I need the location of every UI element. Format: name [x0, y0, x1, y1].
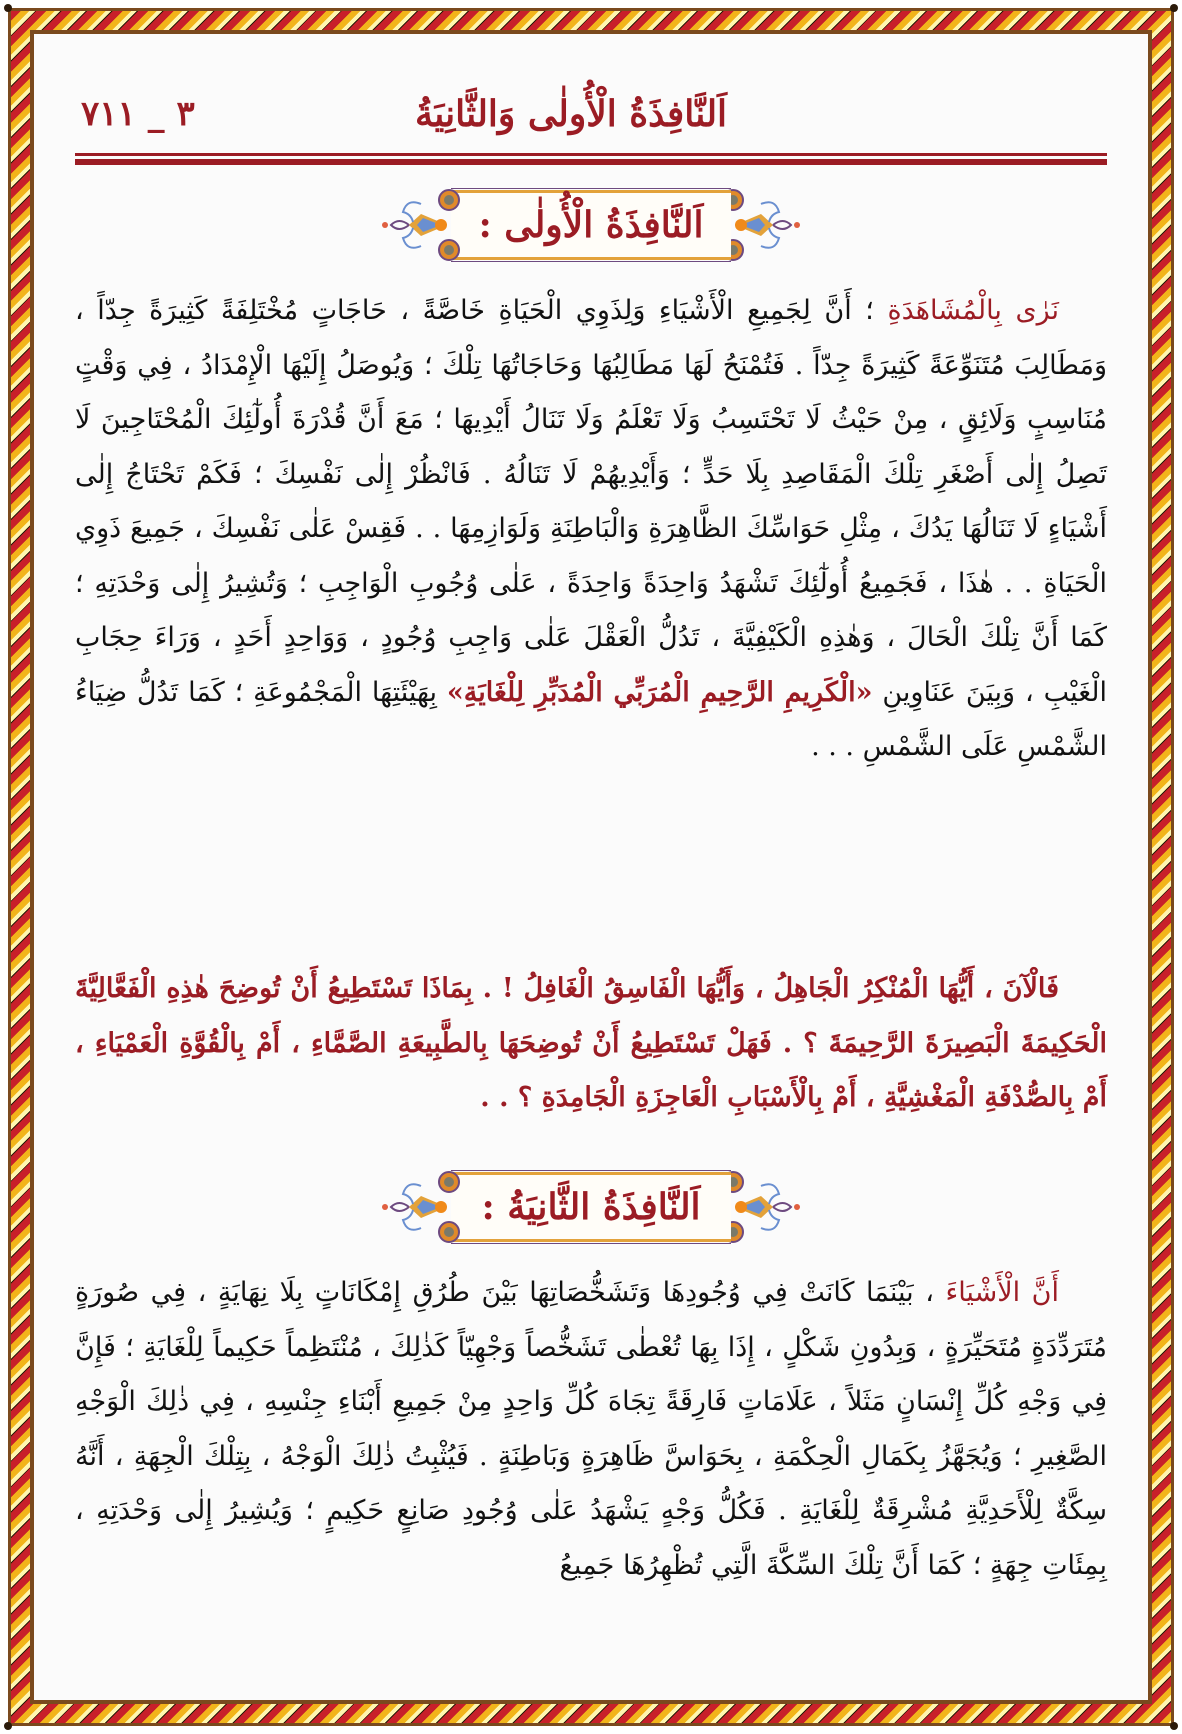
- frame-corner-icon: [4, 4, 12, 12]
- section1-question-paragraph: [75, 962, 1107, 1126]
- paragraph: [75, 1266, 1107, 1593]
- section-title: اَلنَّافِذَةُ الثَّانِيَةُ :: [481, 1186, 701, 1228]
- section-title-cartouche-2: [381, 1168, 801, 1246]
- arabesque-ornament-icon: [721, 1168, 801, 1246]
- section-title-cartouche-1: [381, 186, 801, 264]
- section1-body: [75, 284, 1107, 775]
- frame-corner-icon: [4, 1722, 12, 1730]
- paragraph: فَالْآنَ ، أَيُّهَا الْمُنْكِرُ الْجَاهِلُ ، وَأَيُّهَا الْفَاسِقُ الْغَافِلُ ! . بِمَاذَا تَسْتَطِيعُ أَنْ تُوضِحَ هٰذِهِ الْفَعَّالِيَّةَ الْحَكِيمَةَ الْبَصِيرَةَ الرَّحِيمَةَ ؟ . فَهَلْ تَسْتَطِيعُ أَنْ تُوضِحَهَا بِالطَّبِيعَةِ الصَّمَّاءِ ، أَمْ بِالْقُوَّةِ الْعَمْيَاءِ ، أَمْ بِالصُّدْفَةِ الْمَغْشِيَّةِ ، أَمْ بِالْأَسْبَابِ الْعَاجِزَةِ الْجَامِدَةِ ؟ . .: [75, 973, 1107, 1113]
- frame-corner-icon: [1170, 4, 1178, 12]
- section2-body: [75, 1266, 1107, 1593]
- page-header: [75, 92, 1107, 162]
- arabesque-ornament-icon: [381, 186, 461, 264]
- paragraph: [75, 284, 1107, 775]
- paragraph-text: بِهَيْئَتِهَا الْمَجْمُوعَةِ ؛ كَمَا تَدُلُّ ضِيَاءُ الشَّمْسِ عَلَى الشَّمْسِ . . .: [75, 676, 1107, 762]
- lead-phrase: نَرٰى بِالْمُشَاهَدَةِ: [887, 295, 1059, 326]
- lead-phrase: أَنَّ الْأَشْيَاءَ: [945, 1277, 1059, 1308]
- section-title: اَلنَّافِذَةُ الْأُولٰى :: [478, 204, 704, 246]
- paragraph-text: ، بَيْنَمَا كَانَتْ فِي وُجُودِهَا وَتَشَخُّصَاتِهَا بَيْنَ طُرُقِ إِمْكَانَاتٍ بِلَا نِهَايَةٍ ، فِي صُورَةٍ مُتَرَدِّدَةٍ مُتَحَيِّرَةٍ ، وَبِدُونِ شَكْلٍ ، إِذَا بِهَا تُعْطٰى تَشَخُّصاً وَجْهِيّاً كَذٰلِكَ ، مُنْتَظِماً حَكِيماً لِلْغَايَةِ ؛ فَإِنَّ فِي وَجْهِ كُلِّ إِنْسَانٍ مَثَلاً ، عَلَامَاتٍ فَارِقَةً تِجَاهَ كُلِّ وَاحِدٍ مِنْ جَمِيعِ أَبْنَاءِ جِنْسِهِ ، فِي ذٰلِكَ الْوَجْهِ الصَّغِيرِ ؛ وَيُجَهَّزُ بِكَمَالِ الْحِكْمَةِ ، بِحَوَاسَّ ظَاهِرَةٍ وَبَاطِنَةٍ . فَيُثْبِتُ ذٰلِكَ الْوَجْهُ ، بِتِلْكَ الْجِهَةِ ، أَنَّهُ سِكَّةٌ لِلْأَحَدِيَّةِ مُشْرِقَةٌ لِلْغَايَةِ . فَكُلُّ وَجْهٍ يَشْهَدُ عَلٰى وُجُودِ صَانِعٍ حَكِيمٍ ؛ وَيُشِيرُ إِلٰى وَحْدَتِهِ ، بِمِئَاتِ جِهَةٍ ؛ كَمَا أَنَّ تِلْكَ السِّكَّةَ الَّتِي تُظْهِرُهَا جَمِيعُ: [75, 1277, 1107, 1581]
- paragraph-text: ؛ أَنَّ لِجَمِيعِ الْأَشْيَاءِ وَلِذَوِي الْحَيَاةِ خَاصَّةً ، حَاجَاتٍ مُخْتَلِفَةً كَثِيرَةً جِدّاً ، وَمَطَالِبَ مُتَنَوِّعَةً كَثِيرَةً جِدّاً . فَتُمْنَحُ لَهَا مَطَالِبُهَا وَحَاجَاتُهَا تِلْكَ ؛ وَيُوصَلُ إِلَيْهَا الْإِمْدَادُ ، فِي وَقْتٍ مُنَاسِبٍ وَلَائِقٍ ، مِنْ حَيْثُ لَا تَحْتَسِبُ وَلَا تَعْلَمُ وَلَا تَنَالُ أَيْدِيهَا ؛ مَعَ أَنَّ قُدْرَةَ أُولٰٓئِكَ الْمُحْتَاجِينَ لَا تَصِلُ إِلٰى أَصْغَرِ تِلْكَ الْمَقَاصِدِ بِلَا حَدٍّ ؛ وَأَيْدِيهُمْ لَا تَنَالُهُ . فَانْظُرْ إِلٰى نَفْسِكَ ؛ فَكَمْ تَحْتَاجُ إِلٰى أَشْيَاءٍ لَا تَنَالُهَا يَدُكَ ، مِثْلِ حَوَاسِّكَ الظَّاهِرَةِ وَالْبَاطِنَةِ وَلَوَازِمِهَا . . فَقِسْ عَلٰى نَفْسِكَ ، جَمِيعَ ذَوِي الْحَيَاةِ . . هٰذَا ، فَجَمِيعُ أُولٰٓئِكَ تَشْهَدُ وَاحِدَةً وَاحِدَةً ، عَلٰى وُجُوبِ الْوَاجِبِ ؛ وَتُشِيرُ إِلٰى وَحْدَتِهِ ؛ كَمَا أَنَّ تِلْكَ الْحَالَ ، وَهٰذِهِ الْكَيْفِيَّةَ ، تَدُلُّ الْعَقْلَ عَلٰى وَاجِبِ وُجُودٍ ، وَوَاحِدٍ أَحَدٍ ، وَرَاءَ حِجَابِ الْغَيْبِ ، وَبِيَنَ عَنَاوِينِ: [75, 295, 1107, 708]
- highlight-phrase: «الْكَرِيمِ الرَّحِيمِ الْمُرَبِّي الْمُدَبِّرِ لِلْغَايَةِ»: [446, 676, 873, 708]
- arabesque-ornament-icon: [381, 1168, 461, 1246]
- running-title: اَلنَّافِذَةُ الْأُولٰى وَالثَّانِيَةُ: [414, 93, 728, 135]
- header-rule-thick: [75, 159, 1107, 165]
- frame-corner-icon: [1170, 1722, 1178, 1730]
- arabesque-ornament-icon: [721, 186, 801, 264]
- header-rule-thin: [75, 153, 1107, 156]
- page-number: ٣ _ ٧١١: [81, 94, 195, 134]
